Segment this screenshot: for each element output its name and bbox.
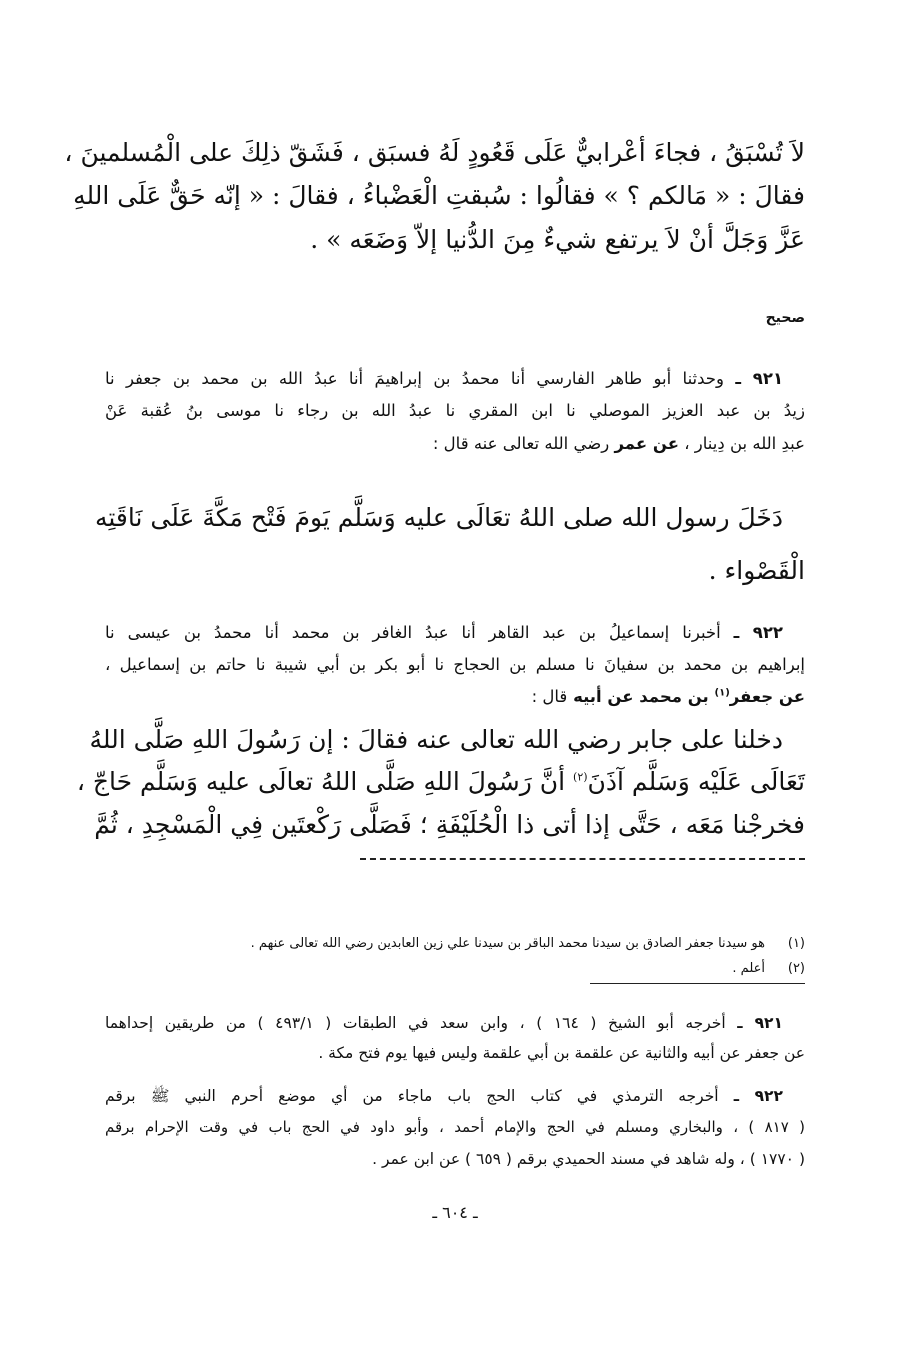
matn-line: دَخَلَ رسول الله صلى اللهُ تعَالَى عليه وَسَلَّم يَومَ فَتْح مَكَّةَ عَلَى نَاقَتِه [94,503,783,532]
page-number: ـ ٦٠٤ ـ [432,1203,478,1222]
takhrij-separator [590,983,805,984]
takhrij-text: أخرجه الترمذي في كتاب الحج باب ماجاء من أي موضع أحرم النبي ﷺ برقم [105,1087,719,1105]
text-line: عَزَّ وَجَلَّ أنْ لاَ يرتفع شيءٌ مِنَ الدُّنيا إلاّ وَضَعَه » . [310,225,805,254]
text-line: لاَ تُسْبَقُ ، فجاءَ أعْرابيٌّ عَلَى قَعُودٍ لَهُ فسبَق ، فَشَقّ ذلِكَ على الْمُسلمينَ ، [64,138,805,167]
takhrij-line: ( ٨١٧ ) ، والبخاري ومسلم في الحج والإمام أحمد ، وأبو داود في الحج باب في وقت الإحرام برقم [105,1118,805,1136]
isnad-line: زيدُ بن عبد العزيز الموصلي نا ابن المقري نا عبدُ الله بن رجاء نا موسى بنُ عُقبة عَنْ [105,401,805,420]
isnad-line [105,434,805,453]
takhrij-line: ( ١٧٧٠ ) ، وله شاهد في مسند الحميدي برقم ( ٦٥٩ ) عن ابن عمر . [372,1150,805,1168]
hadith-number: ٩٢١ ـ [737,1014,783,1032]
text-line: فقالَ : « مَالكم ؟ » فقالُوا : سُبقتِ الْعَضْباءُ ، فقالَ : « إنّه حَقٌّ عَلَى اللهِ [73,181,805,210]
footnote-text: هو سيدنا جعفر الصادق بن سيدنا محمد الباقر بن سيدنا علي زين العابدين رضي الله تعالى عنهم . [250,936,765,951]
isnad-line [105,687,805,706]
isnad-line: إبراهيم بن محمد بن سفيانَ نا مسلم بن الحجاج نا أبو بكر بن أبي شيبة نا حاتم بن إسماعيل ، [105,655,805,674]
takhrij-line [105,1086,805,1109]
takhrij-line [105,1014,805,1032]
footnote-text: أعلم . [732,961,765,976]
matn-line [76,767,805,796]
hadith-number: ٩٢٢ ـ [733,1087,783,1105]
footnote-number: (١) [787,936,805,951]
isnad-text: عبدِ الله بن دِينار ، [684,434,805,453]
hadith-number: ٩٢٢ ـ [733,623,783,642]
matn-text: أنَّ رَسُولَ اللهِ صَلَّى اللهُ تعالَى عليه وَسَلَّم حَاجّ ، [76,767,566,796]
footnote-ref: (٢) [573,770,588,784]
isnad-line [105,369,805,388]
footnote [105,936,805,951]
footnote-number: (٢) [787,961,805,976]
narrator-bold: بن محمد عن أبيه [573,687,709,706]
hadith-number: ٩٢١ ـ [735,369,784,388]
isnad-text: قال : [531,687,568,706]
isnad-text: وحدثنا أبو طاهر الفارسي أنا محمدُ بن إبراهيمَ أنا عبدُ الله بن محمد بن جعفر نا [105,369,724,388]
takhrij-text: أخرجه أبو الشيخ ( ١٦٤ ) ، وابن سعد في الطبقات ( ٤٩٣/١ ) من طريقين إحداهما [105,1014,726,1032]
takhrij-line: عن جعفر عن أبيه والثانية عن علقمة بن أبي علقمة وليس فيها يوم فتح مكة . [318,1044,805,1062]
narrator-bold: عن عمر [614,434,679,453]
narrator-bold: عن جعفر [729,687,805,706]
isnad-line [105,623,805,642]
matn-line: الْقَصْواء . [708,556,805,585]
footnote-ref: (١) [714,687,730,699]
matn-line: دخلنا على جابر رضي الله تعالى عنه فقالَ : إن رَسُولَ اللهِ صَلَّى اللهُ [89,725,783,754]
matn-line: فخرجْنا مَعَه ، حَتَّى إذا أتى ذا الْحُلَيْفَةِ ؛ فَصَلَّى رَكْعتَين فِي الْمَسْجِدِ ، ثُمَّ [94,810,805,839]
matn-text: تَعَالَى عَلَيْه وَسَلَّم آذَنَ [587,767,805,796]
footnote-separator [360,858,805,860]
hadith-grade: صحيح [765,310,805,326]
isnad-text: رضي الله تعالى عنه قال : [432,434,610,453]
footnote [105,961,805,976]
isnad-text: أخبرنا إسماعيلُ بن عبد القاهر أنا عبدُ الغافر بن محمد أنا محمدُ بن عيسى نا [105,623,721,642]
